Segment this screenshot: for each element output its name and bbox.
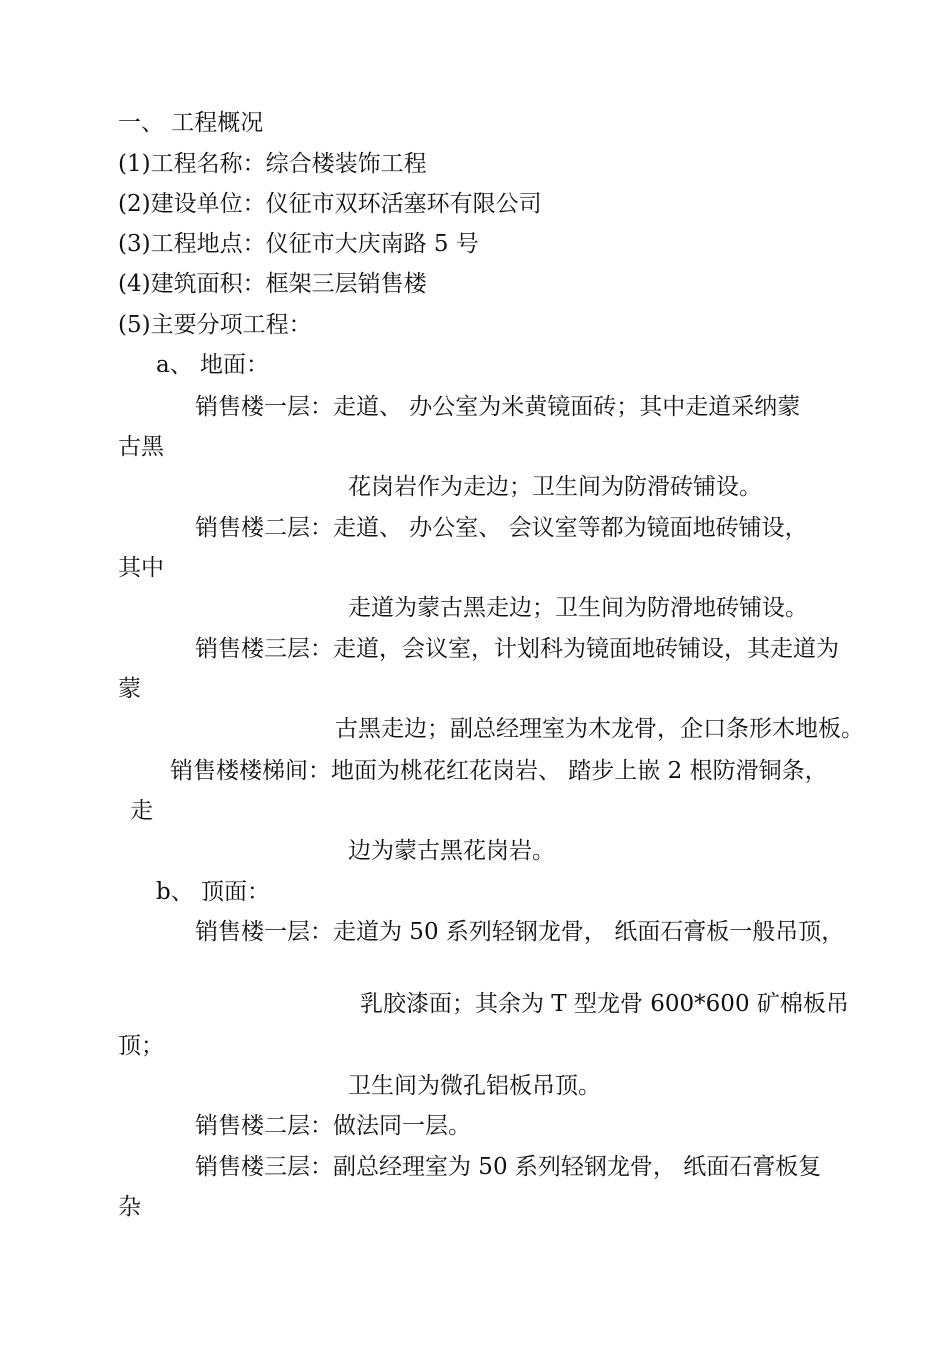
text-line-ceiling-1-restroom: 卫生间为微孔铝板吊顶。: [348, 1073, 601, 1099]
text-line-floor-3-wrap: 蒙: [118, 676, 141, 702]
subheading-floor: a、 地面：: [156, 352, 270, 378]
text-line-ceiling-1-wrap: 顶；: [118, 1033, 164, 1059]
text-line-floor-1-wrap: 古黑: [118, 434, 164, 460]
subheading-ceiling: b、 顶面：: [156, 879, 271, 905]
text-line-ceiling-2: 销售楼二层：做法同一层。: [195, 1113, 471, 1139]
text-line-floor-2: 销售楼二层：走道、 办公室、 会议室等都为镜面地砖铺设，: [195, 515, 808, 541]
text-line-stairwell: 销售楼楼梯间：地面为桃花红花岗岩、 踏步上嵌 2 根防滑铜条，: [170, 758, 828, 784]
text-line-ceiling-1-cont: 乳胶漆面；其余为 T 型龙骨 600*600 矿棉板吊: [360, 991, 849, 1017]
text-line-ceiling-3-wrap: 杂: [118, 1194, 141, 1220]
text-line-building-area: (4)建筑面积：框架三层销售楼: [118, 271, 427, 297]
text-line-main-subitems: (5)主要分项工程：: [118, 312, 312, 338]
text-line-floor-2-wrap: 其中: [118, 555, 164, 581]
text-line-stairwell-cont: 边为蒙古黑花岗岩。: [348, 838, 555, 864]
text-line-project-location: (3)工程地点：仪征市大庆南路 5 号: [118, 231, 479, 257]
text-line-construction-unit: (2)建设单位：仪征市双环活塞环有限公司: [118, 191, 542, 217]
text-line-ceiling-1: 销售楼一层：走道为 50 系列轻钢龙骨， 纸面石膏板一般吊顶，: [195, 919, 845, 945]
text-line-stairwell-wrap: 走: [130, 798, 153, 824]
text-line-floor-3-cont: 古黑走边；副总经理室为木龙骨，企口条形木地板。: [335, 716, 864, 742]
section-heading-project-overview: 一、 工程概况: [118, 110, 264, 136]
text-line-floor-1-cont: 花岗岩作为走边；卫生间为防滑砖铺设。: [348, 474, 762, 500]
text-line-floor-1: 销售楼一层：走道、 办公室为米黄镜面砖；其中走道采纳蒙: [195, 394, 801, 420]
text-line-floor-2-cont: 走道为蒙古黑走边；卫生间为防滑地砖铺设。: [348, 595, 808, 621]
text-line-floor-3: 销售楼三层：走道，会议室，计划科为镜面地砖铺设，其走道为: [195, 636, 839, 662]
text-line-project-name: (1)工程名称：综合楼装饰工程: [118, 151, 427, 177]
text-line-ceiling-3: 销售楼三层：副总经理室为 50 系列轻钢龙骨， 纸面石膏板复: [195, 1154, 822, 1180]
